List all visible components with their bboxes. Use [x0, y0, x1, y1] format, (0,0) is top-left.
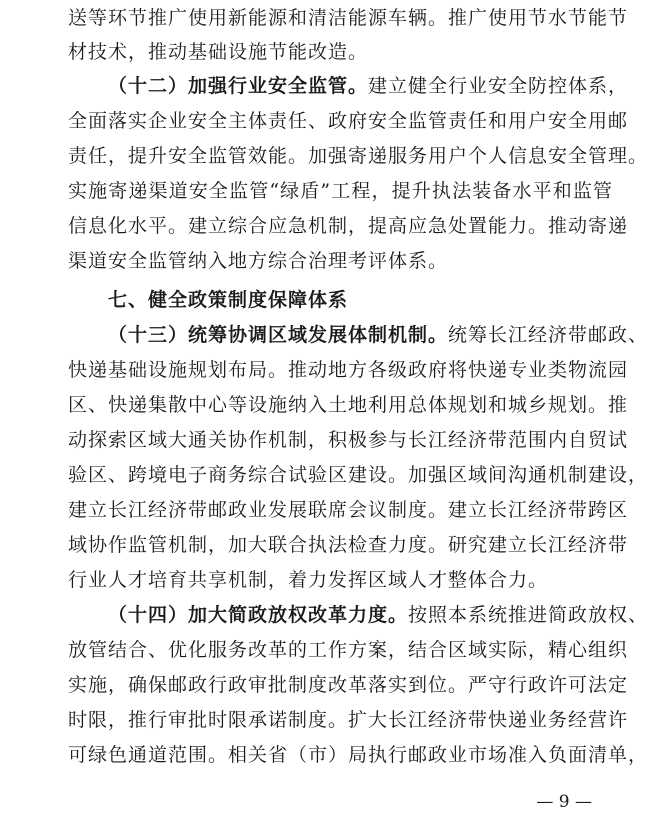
body-text-line: 实施，确保邮政行政审批制度改革落实到位。严守行政许可法定 [68, 674, 629, 696]
body-text-line: 行业人才培育共享机制，着力发挥区域人才整体合力。 [68, 569, 549, 591]
body-text-line: 责任，提升安全监管效能。加强寄递服务用户个人信息安全管理。 [68, 145, 649, 167]
body-text-line: 动探索区域大通关协作机制，积极参与长江经济带范围内自贸试 [68, 429, 629, 451]
body-text: 按照本系统推进简政放权、 [408, 604, 649, 626]
section-14-title: （十四）加大简政放权改革力度。 [108, 604, 409, 626]
body-text: 统筹长江经济带邮政、 [448, 324, 649, 346]
body-text-line: 全面落实企业安全主体责任、政府安全监管责任和用户安全用邮 [68, 110, 629, 132]
body-text-line: 材技术，推动基础设施节能改造。 [68, 41, 369, 63]
section-12-title: （十二）加强行业安全监管。 [108, 75, 369, 97]
page-number-text: — 9 — [536, 792, 592, 812]
body-text: 建立健全行业安全防控体系， [368, 75, 629, 97]
body-text-line: 时限，推行审批时限承诺制度。扩大长江经济带快递业务经营许 [68, 709, 629, 731]
section-13-first-line [108, 318, 649, 352]
body-text-line: 区、快递集散中心等设施纳入土地利用总体规划和城乡规划。推 [68, 394, 629, 416]
page-number [0, 792, 670, 812]
body-text-line: 验区、跨境电子商务综合试验区建设。加强区域间沟通机制建设， [68, 464, 649, 486]
body-text-line: 实施寄递渠道安全监管“绿盾”工程，提升执法装备水平和监管 [68, 180, 613, 202]
body-text-line: 建立长江经济带邮政业发展联席会议制度。建立长江经济带跨区 [68, 499, 629, 521]
body-text-line: 域协作监管机制，加大联合执法检查力度。研究建立长江经济带 [68, 534, 629, 556]
section-13-title: （十三）统筹协调区域发展体制机制。 [108, 324, 449, 346]
section-heading: 七、健全政策制度保障体系 [108, 289, 349, 311]
body-text-line: 渠道安全监管纳入地方综合治理考评体系。 [68, 250, 449, 272]
section-14-first-line [108, 598, 649, 632]
body-text-line: 送等环节推广使用新能源和清洁能源车辆。推广使用节水节能节 [68, 7, 629, 29]
body-text-line: 可绿色通道范围。相关省（市）局执行邮政业市场准入负面清单， [68, 744, 649, 766]
body-text-line: 放管结合、优化服务改革的工作方案，结合区域实际，精心组织 [68, 639, 629, 661]
body-text-line: 快递基础设施规划布局。推动地方各级政府将快递专业类物流园 [68, 359, 629, 381]
body-text-line: 信息化水平。建立综合应急机制，提高应急处置能力。推动寄递 [68, 215, 629, 237]
section-12-first-line [108, 69, 629, 103]
